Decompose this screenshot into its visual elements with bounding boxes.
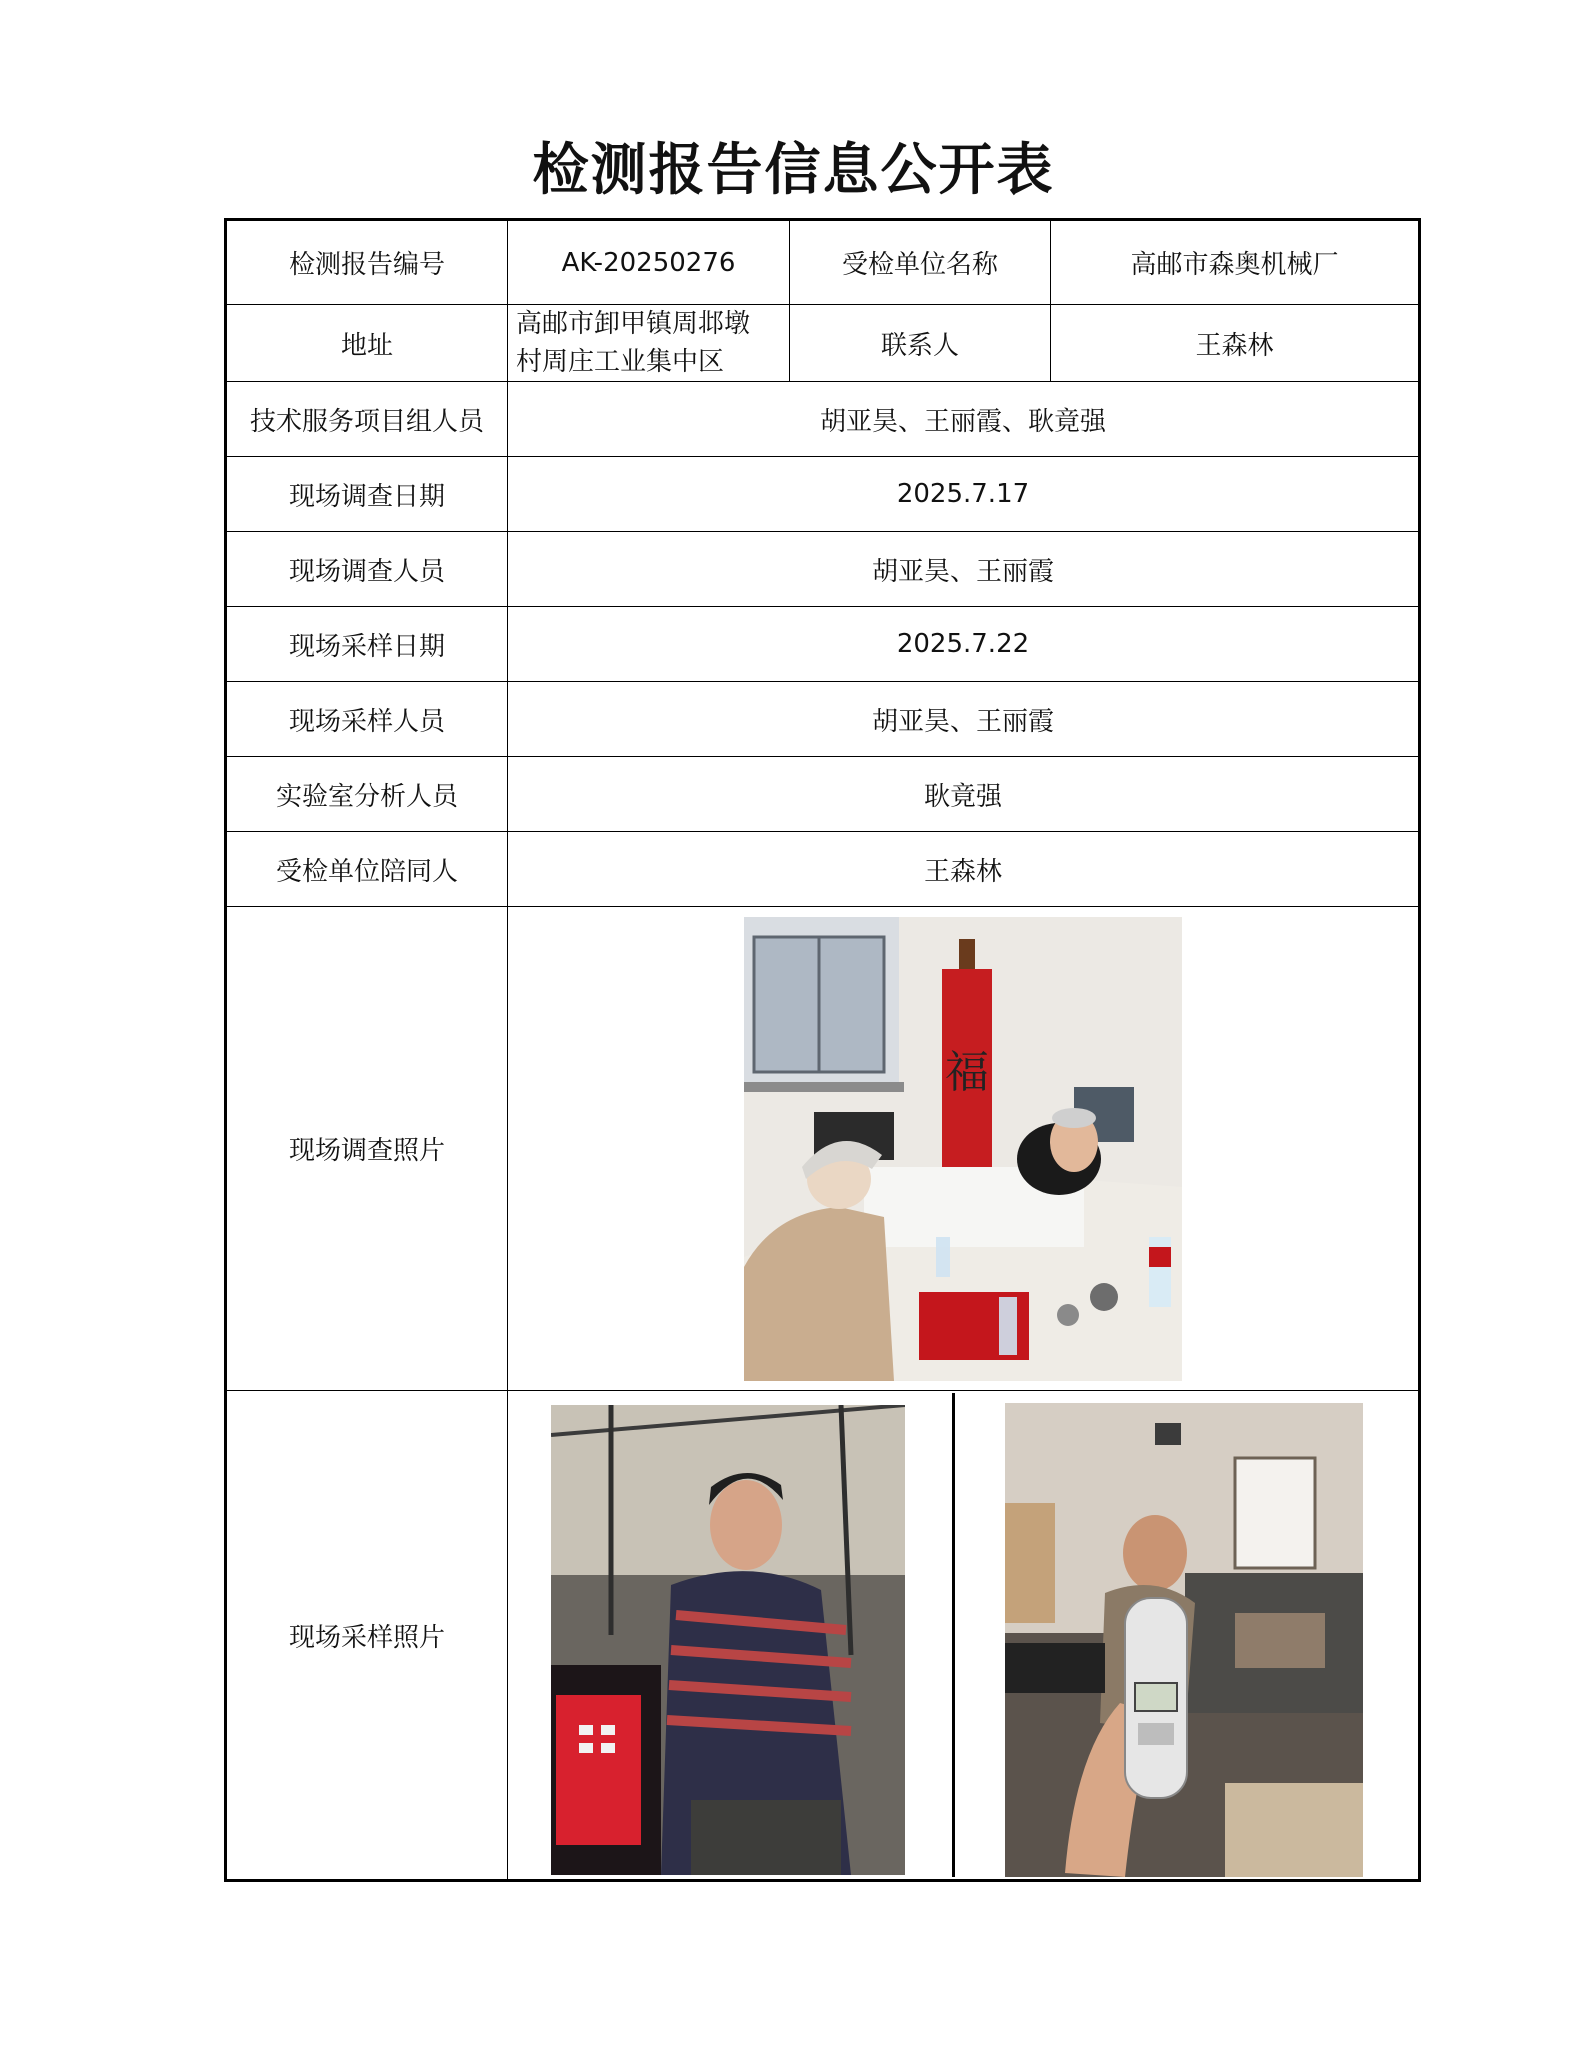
table-row [226, 1391, 1420, 1881]
contact-value: 王森林 [1051, 305, 1420, 382]
row-label: 受检单位陪同人 [226, 832, 508, 907]
sampling-photo-pair [508, 1395, 1418, 1875]
unit-name-label: 受检单位名称 [790, 220, 1051, 305]
sampling-photo-1-image [551, 1405, 905, 1875]
report-no-label: 检测报告编号 [226, 220, 508, 305]
table-row [226, 532, 1420, 607]
row-value: 2025.7.17 [508, 457, 1420, 532]
survey-photo [744, 917, 1182, 1381]
row-label: 现场调查日期 [226, 457, 508, 532]
unit-name-value: 高邮市森奥机械厂 [1051, 220, 1420, 305]
table-row [226, 682, 1420, 757]
row-value: 2025.7.22 [508, 607, 1420, 682]
row-label: 现场调查人员 [226, 532, 508, 607]
survey-photo-cell [508, 907, 1420, 1391]
sampling-photo-label: 现场采样照片 [226, 1391, 508, 1881]
address-line-1: 高邮市卸甲镇周邶墩 [516, 309, 751, 339]
contact-label: 联系人 [790, 305, 1051, 382]
address-label: 地址 [226, 305, 508, 382]
table-row [226, 220, 1420, 305]
table-row [226, 382, 1420, 457]
sampling-photo-2 [1005, 1403, 1363, 1877]
row-label: 实验室分析人员 [226, 757, 508, 832]
table-row [226, 607, 1420, 682]
table-row [226, 305, 1420, 382]
survey-photo-label: 现场调查照片 [226, 907, 508, 1391]
sampling-photo-2-image [1005, 1403, 1363, 1877]
report-no-value: AK-20250276 [508, 220, 790, 305]
photo-divider [952, 1393, 955, 1877]
table-row [226, 907, 1420, 1391]
address-value [508, 305, 790, 382]
table-row [226, 757, 1420, 832]
row-label: 现场采样日期 [226, 607, 508, 682]
row-value: 王森林 [508, 832, 1420, 907]
row-value: 胡亚昊、王丽霞 [508, 682, 1420, 757]
scroll-character: 福 [945, 1046, 989, 1098]
table-row [226, 832, 1420, 907]
address-line-2: 村周庄工业集中区 [516, 347, 725, 377]
row-value: 胡亚昊、王丽霞 [508, 532, 1420, 607]
row-label: 现场采样人员 [226, 682, 508, 757]
page-title: 检测报告信息公开表 [532, 138, 1055, 203]
info-table [224, 218, 1421, 1882]
survey-photo-image [744, 917, 1182, 1381]
table-row [226, 457, 1420, 532]
sampling-photo-1 [551, 1405, 905, 1875]
row-value: 耿竟强 [508, 757, 1420, 832]
row-label: 技术服务项目组人员 [226, 382, 508, 457]
sampling-photo-cell [508, 1391, 1420, 1881]
row-value: 胡亚昊、王丽霞、耿竟强 [508, 382, 1420, 457]
